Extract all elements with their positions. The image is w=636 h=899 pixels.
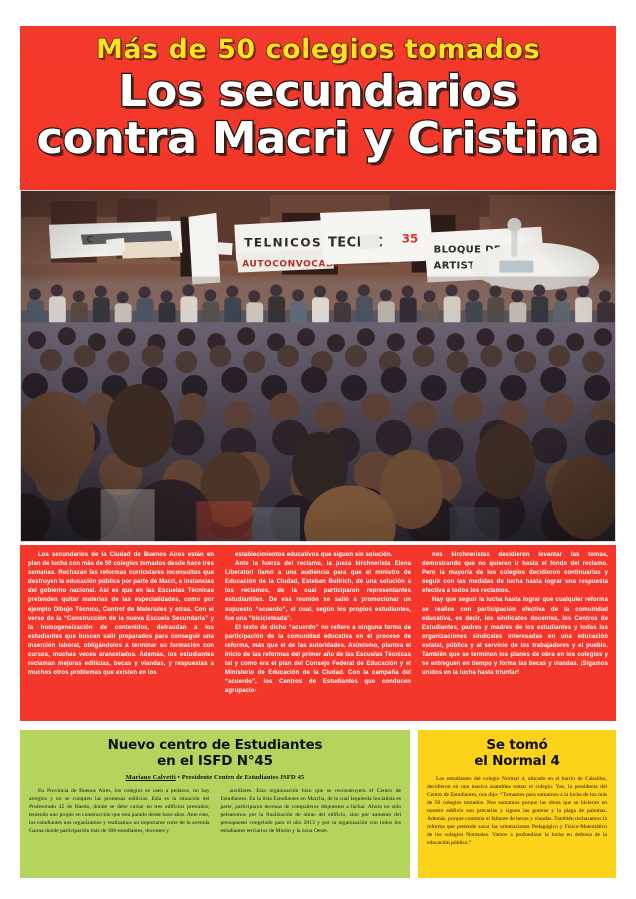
article-column-3 [422, 551, 608, 717]
yellow-box-paragraph: Los estudiantes del colegio Normal 4, ubicado en el barrio de Caballito, decidieron en una masiva asamblea tomar el colegio. Yaz, la presidenta del Centro de Estudiantes, nos dijo: “Tomamos para sumarnos a la lucha de los más de 50 colegios tomados. Nos sumamos porque las obras que se hicieron en nuestro edificio son precarias y siguen las goteras y la plaga de palomas. Además, porque continúa el faltante de becas y viandas. También rechazamos la reforma que pretende sacar las orientaciones Pedagógico y Físico-Matemático de los colegios Normales. Vamos a profundizar la lucha en defensa de la educación pública.” [427, 776, 607, 846]
green-box-title-line-1: Nuevo centro de Estudiantes [107, 737, 323, 753]
article-column-1 [28, 551, 214, 717]
headline-line-2: contra Macri y Cristina [36, 113, 600, 165]
green-box-byline [29, 774, 401, 781]
article-body [20, 545, 616, 721]
article-column-2 [225, 551, 411, 717]
protest-photo-image [21, 191, 615, 541]
green-box-title-line-2: en el ISFD N°45 [157, 752, 273, 769]
article-paragraph: El texto de dicho “acuerdo” no refiere a ninguna forma de participación de la comunidad educativa en el proceso de reforma, más que el de las autoridades. Asimismo, plantea el inicio de las reformas del primer año de las Escuelas Técnicas tal y como era el plan del Consejo Federal de Educación y el Ministerio de Educación de la Ciudad. Con la campaña del “acuerdo”, los Centros de Estudiantes que conducen agrupacio- [225, 624, 411, 695]
byline-author-name: Mariano Calvetti [125, 774, 176, 781]
article-paragraph: nes kirchneristas decidieron levantar las tomas, demostrando que no quieren ir hasta el fondo del reclamo. Pero la mayoría de los colegios decidieron continuarlas y seguir con las medidas de lucha hasta lograr una respuesta efectiva a todos los reclamos. [422, 552, 608, 595]
green-box-column-2 [221, 787, 402, 835]
yellow-box-title [427, 738, 607, 769]
article-paragraph: Hay que seguir la lucha hasta lograr que cualquier reforma se realice con participación efectiva de la comunidad educativa, es decir, los sindicatos docentes, los Centros de Estudiantes, padres y madres de los estudiantes y todas las organizaciones sindicales interesadas en una educación estatal, pública y al servicio de los trabajadores y el pueblo. También que se terminen los planes de obra en los colegios y se entreguen en tiempo y forma las becas y viandas. ¡Sigamos unidos en la lucha hasta triunfar! [422, 597, 608, 677]
protest-photo [20, 190, 616, 542]
article-paragraph: establecimientos educativos que siguen sin solución. [235, 552, 393, 558]
byline-author-role: Presidente Centro de Estudiantes ISFD 45 [181, 774, 305, 781]
sidebar-box-isfd45 [20, 730, 410, 878]
masthead-banner [20, 26, 616, 216]
green-box-column-1 [29, 787, 210, 835]
article-paragraph: Ante la fuerza del reclamo, la jueza kirchnerista Elena Liberatori llamó a una audiencia para que el ministro de Educación de la Ciudad, Esteban Bullrich, dé una solución a los reclamos, de la cual participaron representantes estudiantiles. De esa reunión se salió a promocionar un supuesto “acuerdo”, el cual, según los propios estudiantes, fue una “bicicleteada”. [225, 561, 411, 622]
main-headline [20, 66, 616, 165]
article-paragraph: Los secundarios de la Ciudad de Buenos Aires están en plan de lucha con más de 50 colegios tomados desde hace tres semanas. Rechazan las reformas curriculares inconsultas que destruyen la educación pública por parte de Macri, a instancias del gobierno nacional. Así es que en las Escuelas Técnicas pretenden quitar materias de las especialidades, como por ejemplo Dibujo Técnico, Control de Materiales y otras. Con el verso de la “Construcción de la nueva Escuela Secundaria” y la homogeneización de contenidos, defraudan a los estudiantes que buscan salir preparados para conseguir una inserción laboral, obligándolos a terminar su formación con cursos, muchas veces arancelados. Además, los estudiantes reclaman mejoras edilicias, becas y viandas, y respuestas a muchos otros problemas que existen en los [28, 552, 214, 677]
green-box-paragraph: auxiliares. Esta organización hizo que se reconstruyera el Centro de Estudiantes. En la lista Estudiantes en Marcha, de la cual Izquierda Socialista es parte, participaron decenas de compañeros dispuestos a luchar. Ahora no sólo pelearemos por la finalización de obras del edificio, sino por aumento del presupuesto congelado para el año 2013 y por la organización con todos los estudiantes terciarios de Morón y la zona Oeste. [220, 788, 401, 834]
article-columns [28, 551, 608, 717]
byline-separator: • [175, 774, 182, 781]
green-box-paragraph: En Provincia de Buenos Aires, los colegios se caen a pedazos, no hay arreglos y no se cumplen las promesas edilicias. Esta es la situación del Profesorado 45 de Haedo, donde se debe cursar en tres edificios prestados, teniendo uno propio en construcción que está parado desde hace años. Ante esto, los estudiantes nos organizamos y realizamos un importante corte de la avenida Gaona donde participación más de 300 estudiantes, docentes y [29, 788, 210, 834]
green-box-title [29, 738, 401, 769]
green-box-columns [29, 787, 401, 835]
yellow-box-body [427, 775, 607, 847]
yellow-box-title-line-1: Se tomó [486, 737, 548, 753]
kicker-headline: Más de 50 colegios tomados [95, 34, 541, 65]
headline-line-1: Los secundarios [118, 66, 518, 118]
sidebar-box-normal4 [418, 730, 616, 878]
yellow-box-title-line-2: el Normal 4 [474, 752, 560, 769]
